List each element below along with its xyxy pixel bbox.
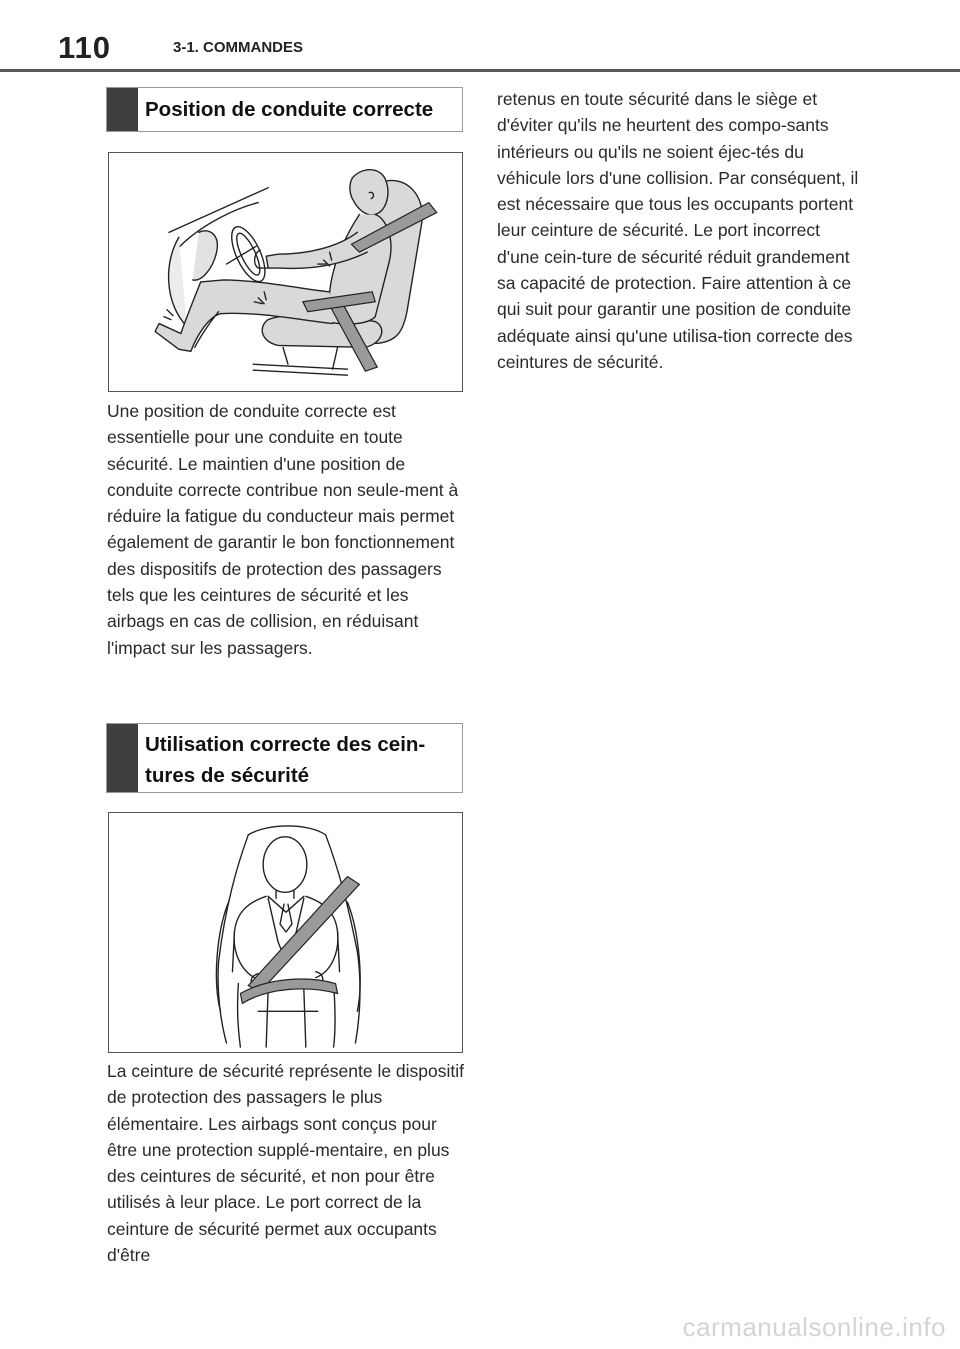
driver-seating-svg — [109, 153, 462, 391]
seat-belt-svg — [109, 813, 462, 1052]
paragraph-seat-belts-continued: retenus en toute sécurité dans le siège et d'éviter qu'ils ne heurtent des compo-sants intérieurs ou qu'ils ne soient éjec-tés du véhicule lors d'une collision. Par conséquent, il est nécessaire que tous les occupants portent leur ceinture de sécurité. Le port incorrect d'une cein-ture de sécurité réduit grandement sa capacité de protection. Faire attention à ce qui suit pour garantir une position de conduite adéquate ainsi qu'une utilisa-tion correcte des ceintures de sécurité. — [497, 89, 859, 372]
page-header — [0, 0, 960, 72]
paragraph-driving-position: Une position de conduite correcte est essentielle pour une conduite en toute sécurité. Le maintien d'une position de conduite correcte contribue non seule-ment à réduire la fatigue du conducteur mais permet également de garantir le bon fonctionnement des dispositifs de protection des passagers tels que les ceintures de sécurité et les airbags en cas de collision, en réduisant l'impact sur les passagers. — [107, 401, 459, 658]
section-title: 3-1. COMMANDES — [173, 39, 304, 56]
driver-seating-position-illustration — [108, 152, 463, 392]
seat-belt-wearing-illustration — [108, 812, 463, 1053]
watermark-text: carmanualsonline.info — [682, 1312, 946, 1342]
heading-bar — [107, 724, 138, 792]
page-number: 110 — [58, 30, 112, 65]
section-heading-seat-belts — [106, 723, 463, 793]
heading-text: Position de conduite correcte — [145, 98, 434, 121]
section-heading-driving-position — [106, 87, 463, 132]
heading-bar — [107, 88, 138, 131]
heading-text: Utilisation correcte des cein-tures de sécurité — [145, 733, 426, 787]
paragraph-seat-belts: La ceinture de sécurité représente le dispositif de protection des passagers le plus élémentaire. Les airbags sont conçus pour être une protection supplé-mentaire, en plus des ceintures de sécurité, et non pour être utilisés à leur place. Le port correct de la ceinture de sécurité permet aux occupants d'être — [107, 1061, 465, 1266]
header-rule — [0, 69, 960, 72]
